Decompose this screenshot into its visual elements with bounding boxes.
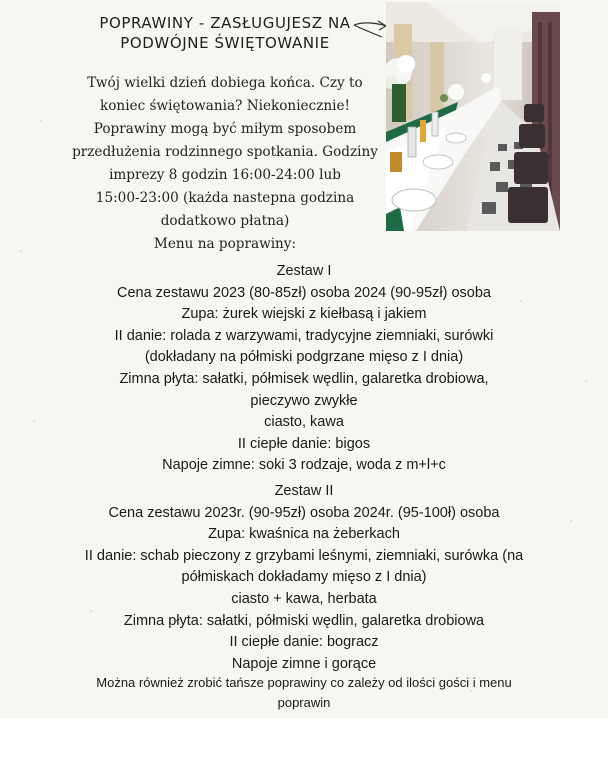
set-heading: Zestaw I — [276, 263, 332, 279]
set-line: ciasto + kawa, herbata — [231, 590, 377, 607]
intro-line: Poprawiny mogą być miłym sposobem — [93, 121, 357, 137]
intro-line: Twój wielki dzień dobiega końca. Czy to — [87, 75, 363, 91]
intro-line: Menu na poprawiny: — [153, 236, 297, 252]
decorative-speck — [20, 250, 22, 252]
set-line: Zimna płyta: sałatki, półmisek wędlin, galaretka drobiowa, — [119, 370, 489, 387]
intro-line: przedłużenia rodzinnego spotkania. Godziny — [72, 144, 378, 160]
intro-line: 15:00-23:00 (każda nastepna godzina — [95, 190, 355, 206]
page-title — [60, 13, 390, 53]
set-line: Cena zestawu 2023r. (90-95zł) osoba 2024r. (95-100ł) osoba — [108, 504, 500, 521]
footer-line: Można również zrobić tańsze poprawiny co zależy od ilości gości i menu — [96, 675, 512, 690]
set-line: II ciepłe danie: bogracz — [229, 634, 379, 651]
decorative-speck — [40, 120, 42, 122]
menu-sets — [0, 261, 608, 675]
banquet-hall-photo — [386, 2, 560, 231]
set-heading: Zestaw II — [274, 482, 334, 499]
set-line: II danie: rolada z warzywami, tradycyjne ziemniaki, surówki — [114, 327, 494, 344]
title-line: POPRAWINY - ZASŁUGUJESZ NA — [99, 14, 351, 32]
intro-line: koniec świętowania? Niekoniecznie! — [100, 98, 350, 114]
intro-text — [60, 72, 390, 256]
set-line: (dokładany na półmiski podgrzane mięso z I dnia) — [144, 349, 464, 366]
set-line: Napoje zimne i gorące — [231, 655, 377, 672]
title-line: PODWÓJNE ŚWIĘTOWANIE — [120, 34, 330, 52]
set-line: Zupa: kwaśnica na żeberkach — [208, 526, 400, 543]
set-line: II ciepłe danie: bigos — [237, 435, 371, 452]
banquet-hall-illustration — [386, 2, 560, 231]
set-line: Zupa: żurek wiejski z kiełbasą i jakiem — [181, 306, 427, 323]
set-line: półmiskach dokładamy mięso z I dnia) — [181, 569, 427, 586]
set-line: pieczywo zwykłe — [250, 392, 358, 409]
intro-line: dodatkowo płatna) — [160, 213, 290, 229]
footer-line: poprawin — [277, 694, 331, 710]
set-line: ciasto, kawa — [264, 414, 344, 431]
menu-set-2 — [0, 481, 608, 675]
set-line: Zimna płyta: sałatki, półmiski wędlin, galaretka drobiowa — [123, 612, 485, 629]
swoosh-arrow-icon — [352, 16, 388, 40]
menu-set-1 — [0, 261, 608, 477]
set-line: Napoje zimne: soki 3 rodzaje, woda z m+l+c — [162, 457, 446, 474]
intro-line: imprezy 8 godzin 16:00-24:00 lub — [109, 167, 341, 183]
set-line: II danie: schab pieczony z grzybami leśnymi, ziemniaki, surówka (na — [84, 547, 524, 564]
footer-note — [0, 673, 608, 712]
set-line: Cena zestawu 2023 (80-85zł) osoba 2024 (90-95zł) osoba — [116, 284, 491, 301]
